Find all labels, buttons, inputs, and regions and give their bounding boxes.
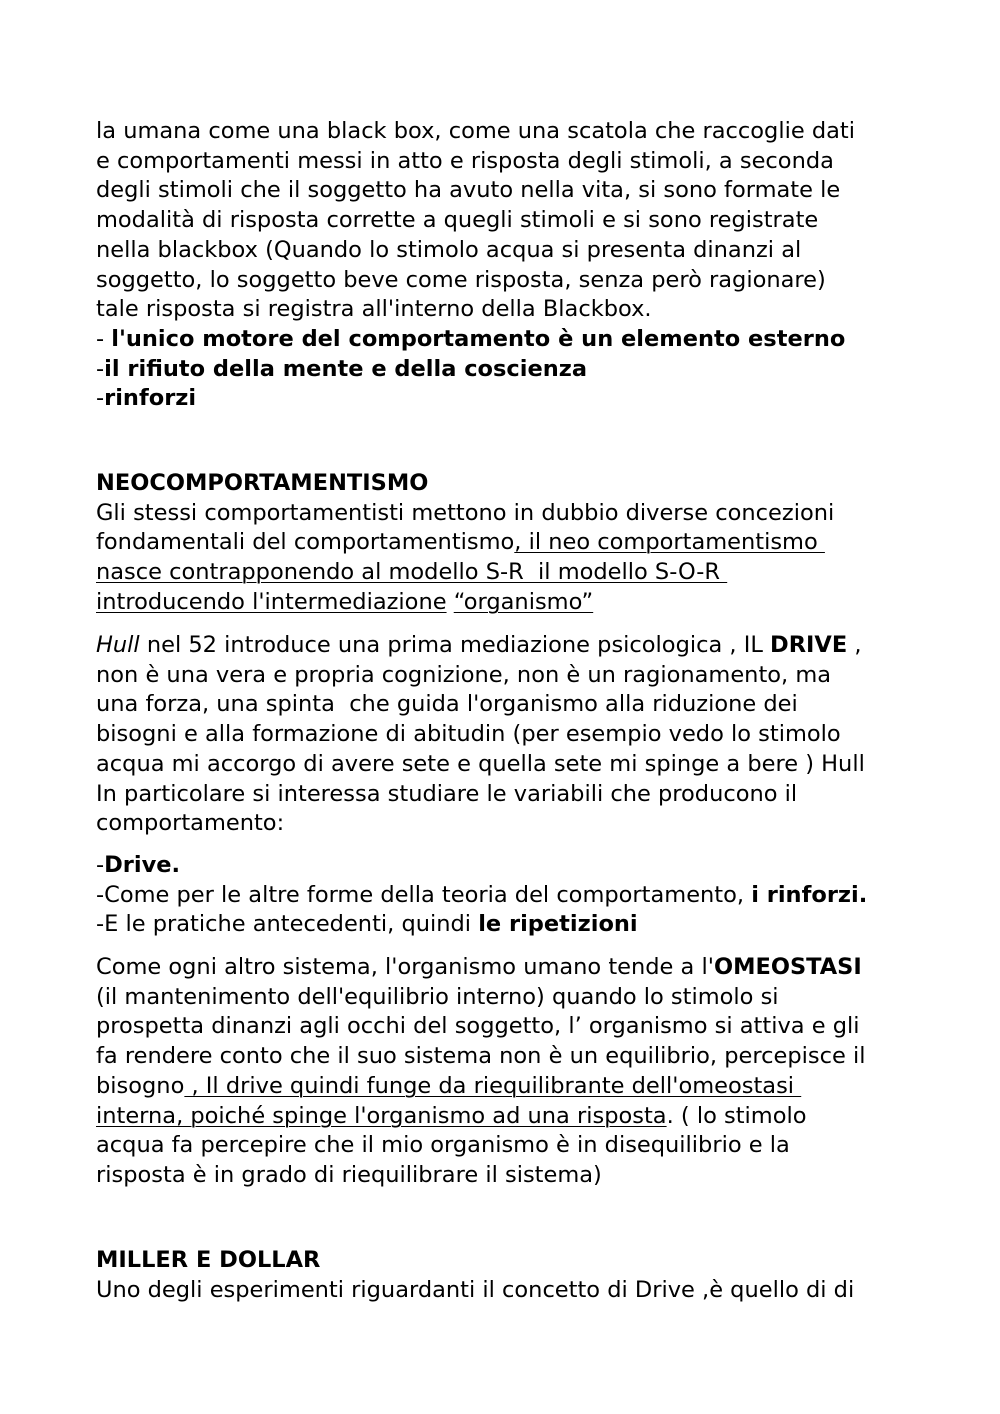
text-line: acqua fa percepire che il mio organismo è in disequilibrio e la bbox=[96, 1132, 790, 1159]
text-line: non è una vera e propria cognizione, non è un ragionamento, ma bbox=[96, 661, 832, 688]
text-line: (il mantenimento dell'equilibrio interno) quando lo stimolo si bbox=[96, 983, 779, 1010]
omeostasi-paragraph bbox=[96, 953, 916, 1191]
text-line: degli stimoli che il soggetto ha avuto nella vita, si sono formate le bbox=[96, 177, 841, 204]
text-line: Come ogni altro sistema, l'organismo umano tende a l'OMEOSTASI bbox=[96, 954, 862, 980]
bullet-item: -rinforzi bbox=[96, 385, 197, 412]
section-heading: MILLER E DOLLAR bbox=[96, 1247, 321, 1273]
neo-section bbox=[96, 469, 916, 618]
text-line: Hull nel 52 introduce una prima mediazione psicologica , IL DRIVE , bbox=[96, 632, 862, 658]
text-line: prospetta dinanzi agli occhi del soggetto, l’ organismo si attiva e gli bbox=[96, 1013, 860, 1040]
miller-section bbox=[96, 1246, 916, 1305]
text-line: tale risposta si registra all'interno della Blackbox. bbox=[96, 296, 652, 323]
list-item: -Drive. bbox=[96, 852, 181, 878]
text-line: la umana come una black box, come una scatola che raccoglie dati bbox=[96, 118, 855, 144]
text-line: comportamento: bbox=[96, 810, 285, 837]
bullet-item: - l'unico motore del comportamento è un elemento esterno bbox=[96, 325, 846, 352]
hull-paragraph bbox=[96, 631, 916, 839]
text-line: risposta è in grado di riequilibrare il sistema) bbox=[96, 1161, 602, 1188]
text-line: Gli stessi comportamentisti mettono in dubbio diverse concezioni bbox=[96, 499, 835, 526]
text-line: nasce contrapponendo al modello S-R il modello S-O-R bbox=[96, 559, 728, 586]
text-line: una forza, una spinta che guida l'organismo alla riduzione dei bbox=[96, 691, 798, 718]
text-line: fa rendere conto che il suo sistema non è un equilibrio, percepisce il bbox=[96, 1043, 866, 1070]
list-item: -Come per le altre forme della teoria del comportamento, i rinforzi. bbox=[96, 881, 868, 908]
text-line: In particolare si interessa studiare le variabili che producono il bbox=[96, 780, 798, 807]
text-line: bisogni e alla formazione di abitudin (per esempio vedo lo stimolo bbox=[96, 721, 841, 748]
text-line: interna, poiché spinge l'organismo ad una risposta. ( lo stimolo bbox=[96, 1102, 807, 1129]
bullet-item: -il rifiuto della mente e della coscienza bbox=[96, 355, 588, 382]
text-line: bisogno , Il drive quindi funge da riequilibrante dell'omeostasi bbox=[96, 1072, 802, 1099]
text-line: acqua mi accorgo di avere sete e quella sete mi spinge a bere ) Hull bbox=[96, 750, 865, 777]
variables-list bbox=[96, 851, 916, 940]
text-line: e comportamenti messi in atto e risposta degli stimoli, a seconda bbox=[96, 147, 834, 174]
text-line: Uno degli esperimenti riguardanti il concetto di Drive ,è quello di di bbox=[96, 1276, 855, 1303]
intro-paragraph bbox=[96, 117, 916, 414]
text-line: fondamentali del comportamentismo, il neo comportamentismo bbox=[96, 529, 825, 556]
text-line: modalità di risposta corrette a quegli stimoli e si sono registrate bbox=[96, 207, 819, 234]
text-line: soggetto, lo soggetto beve come risposta, senza però ragionare) bbox=[96, 266, 826, 293]
section-heading: NEOCOMPORTAMENTISMO bbox=[96, 470, 429, 496]
list-item: -E le pratiche antecedenti, quindi le ripetizioni bbox=[96, 911, 638, 938]
text-line: nella blackbox (Quando lo stimolo acqua si presenta dinanzi al bbox=[96, 236, 802, 263]
text-line: introducendo l'intermediazione “organismo” bbox=[96, 588, 594, 615]
